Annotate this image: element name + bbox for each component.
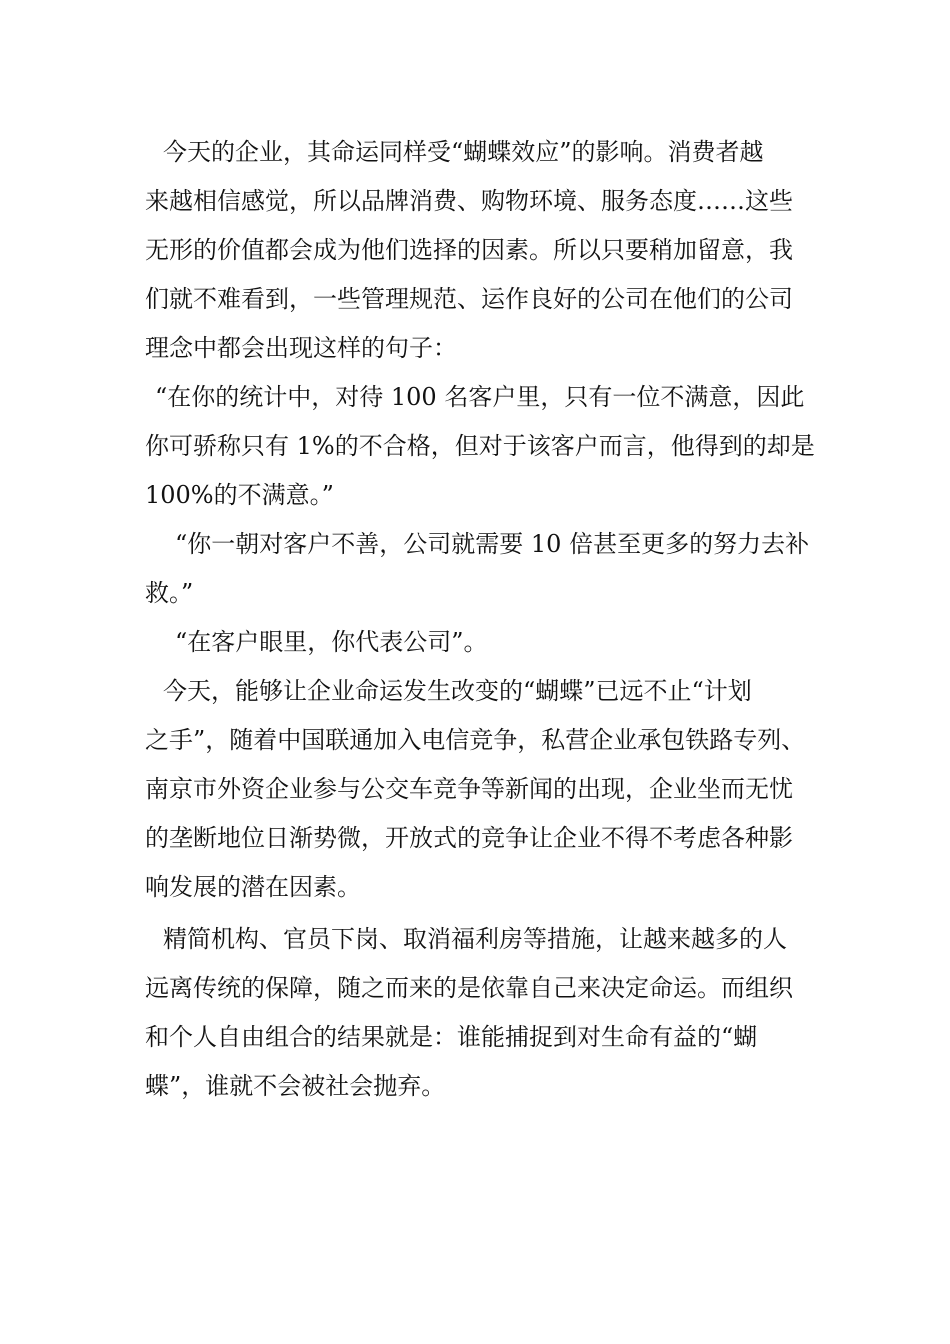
text-line: 今天，能够让企业命运发生改变的“蝴蝶”已远不止“计划 bbox=[163, 677, 752, 705]
text-line: 救。” bbox=[145, 579, 194, 607]
text-line: “你一朝对客户不善，公司就需要 10 倍甚至更多的努力去补 bbox=[175, 530, 810, 558]
text-line: 蝶”，谁就不会被社会抛弃。 bbox=[145, 1072, 446, 1100]
text-line: 的垄断地位日渐势微，开放式的竞争让企业不得不考虑各种影 bbox=[145, 824, 793, 852]
paragraph-5 bbox=[145, 667, 811, 912]
document-body bbox=[145, 128, 815, 1111]
paragraph-4-quote bbox=[145, 618, 811, 667]
text-line: 精简机构、官员下岗、取消福利房等措施，让越来越多的人 bbox=[163, 925, 787, 953]
text-line: “在你的统计中，对待 100 名客户里，只有一位不满意，因此 bbox=[155, 383, 805, 411]
text-line: 和个人自由组合的结果就是：谁能捕捉到对生命有益的“蝴 bbox=[145, 1023, 758, 1051]
text-line: “在客户眼里，你代表公司”。 bbox=[175, 628, 488, 656]
text-line: 理念中都会出现这样的句子： bbox=[145, 334, 457, 362]
text-line: 响发展的潜在因素。 bbox=[145, 873, 361, 901]
text-line: 无形的价值都会成为他们选择的因素。所以只要稍加留意，我 bbox=[145, 236, 793, 264]
paragraph-1 bbox=[145, 128, 811, 373]
text-line: 南京市外资企业参与公交车竞争等新闻的出现，企业坐而无忧 bbox=[145, 775, 793, 803]
text-line: 100%的不满意。” bbox=[145, 481, 334, 509]
text-line: 你可骄称只有 1%的不合格，但对于该客户而言，他得到的却是 bbox=[145, 432, 815, 460]
text-line: 们就不难看到，一些管理规范、运作良好的公司在他们的公司 bbox=[145, 285, 793, 313]
text-line: 远离传统的保障，随之而来的是依靠自己来决定命运。而组织 bbox=[145, 974, 793, 1002]
text-line: 今天的企业，其命运同样受“蝴蝶效应”的影响。消费者越 bbox=[163, 138, 764, 166]
text-line: 之手”，随着中国联通加入电信竞争，私营企业承包铁路专列、 bbox=[145, 726, 806, 754]
paragraph-2-quote bbox=[145, 373, 815, 520]
paragraph-6 bbox=[145, 915, 811, 1111]
text-line: 来越相信感觉，所以品牌消费、购物环境、服务态度……这些 bbox=[145, 187, 793, 215]
paragraph-3-quote bbox=[145, 520, 811, 618]
